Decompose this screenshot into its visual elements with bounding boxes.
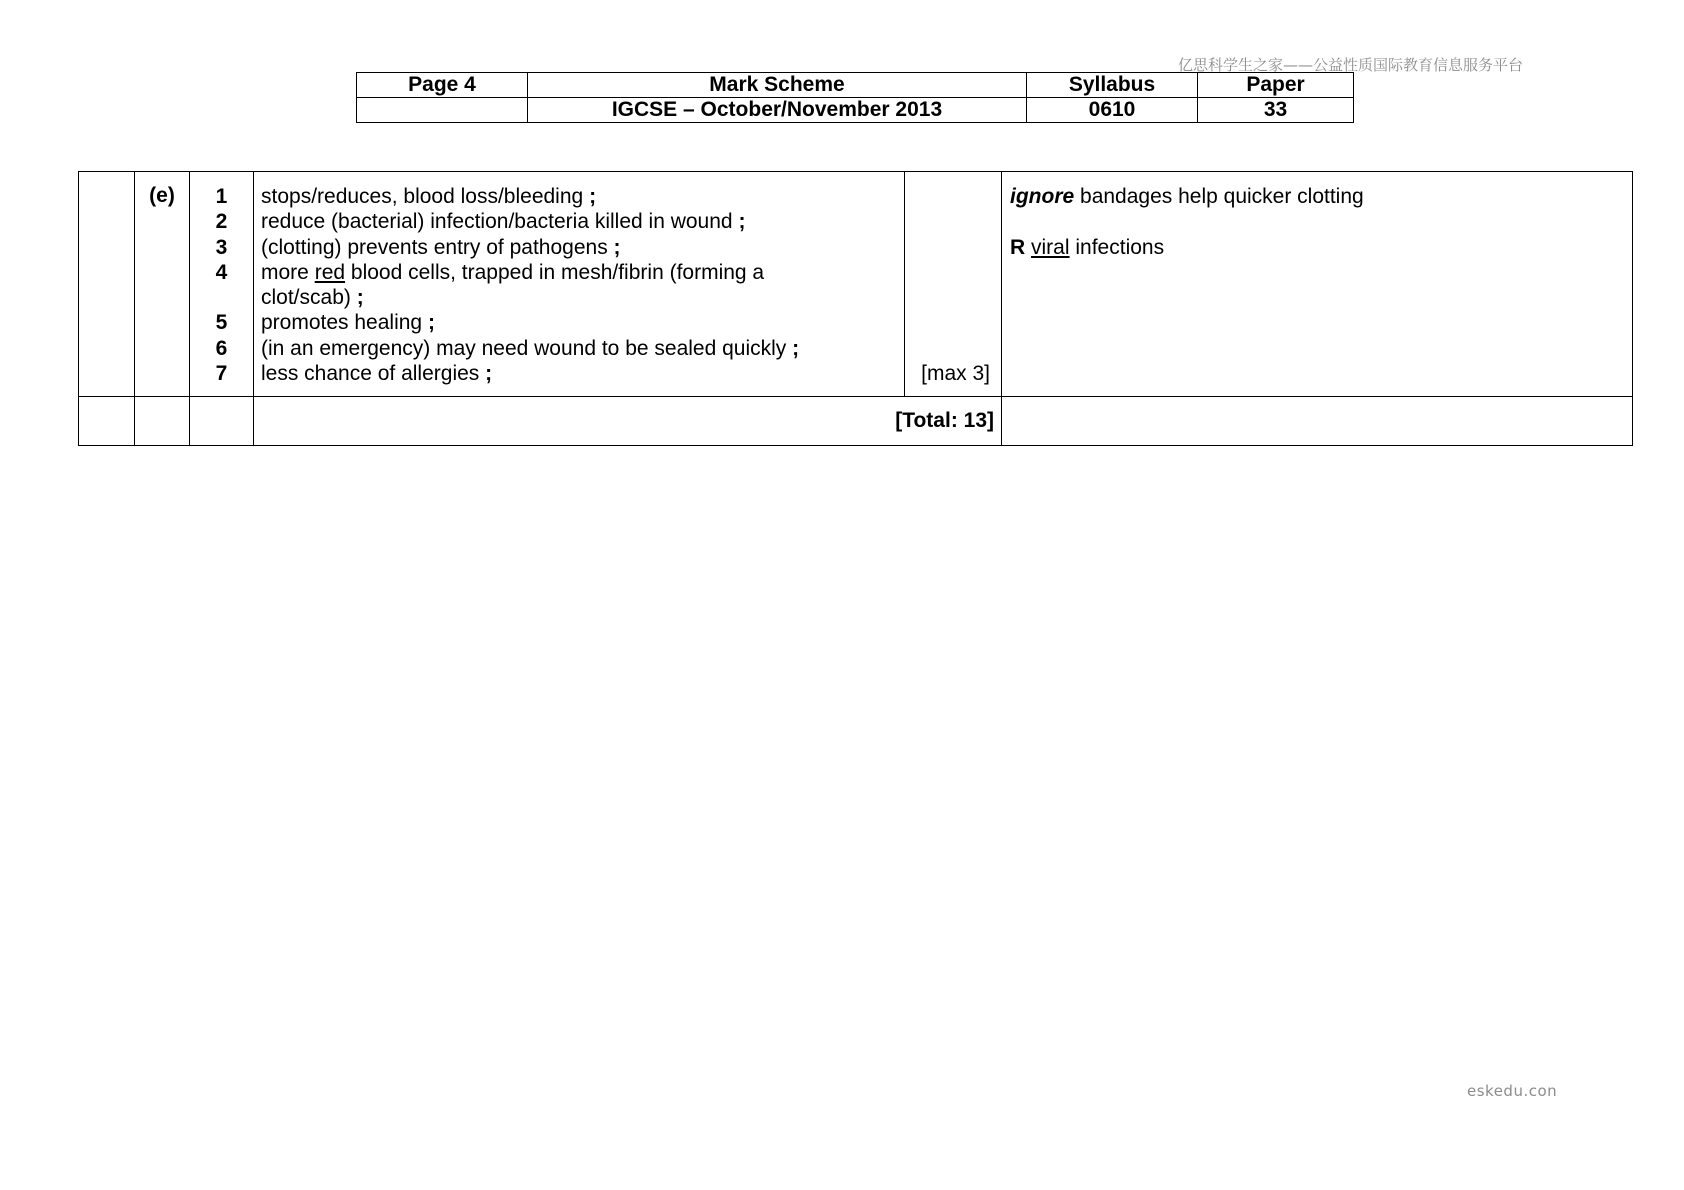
footer-watermark: eskedu.con: [1467, 1082, 1558, 1100]
answer-line: stops/reduces, blood loss/bleeding ;: [261, 185, 597, 208]
paper-value: 33: [1198, 98, 1354, 123]
answer-line: (in an emergency) may need wound to be sealed quickly ;: [261, 336, 800, 360]
watermark-text: 亿思科学生之家——公益性质国际教育信息服务平台: [1178, 56, 1524, 74]
point-number: 1: [215, 185, 228, 208]
header-table: [356, 72, 1354, 123]
syllabus-label: Syllabus: [1027, 73, 1198, 98]
point-number: 6: [215, 336, 228, 360]
total-marks: [Total: 13]: [254, 397, 1002, 446]
marks-cell: [905, 172, 1002, 397]
syllabus-value: 0610: [1027, 98, 1198, 123]
empty-cell: [190, 397, 254, 446]
empty-cell: [135, 397, 190, 446]
guidance-line: ignore bandages help quicker clotting: [1010, 185, 1364, 208]
paper-label: Paper: [1198, 73, 1354, 98]
answer-line: (clotting) prevents entry of pathogens ;: [261, 235, 621, 259]
answer-line: more red blood cells, trapped in mesh/fibrin (forming a: [261, 260, 765, 284]
part-label: (e): [135, 172, 190, 397]
answer-row: [79, 172, 1633, 397]
point-number: 7: [215, 362, 228, 386]
answer-line: reduce (bacterial) infection/bacteria killed in wound ;: [261, 210, 746, 234]
total-row: [79, 397, 1633, 446]
point-numbers-cell: [190, 172, 254, 397]
max-marks: [max 3]: [921, 362, 990, 386]
guidance-cell: [1002, 172, 1633, 397]
document-title: Mark Scheme: [528, 73, 1027, 98]
answer-line: clot/scab) ;: [261, 286, 364, 310]
answer-cell: [254, 172, 905, 397]
question-cell: [79, 172, 135, 397]
document-subtitle: IGCSE – October/November 2013: [528, 98, 1027, 123]
point-number: 5: [215, 311, 228, 335]
answer-line: promotes healing ;: [261, 311, 435, 335]
guidance-line: R viral infections: [1010, 235, 1165, 259]
empty-cell: [1002, 397, 1633, 446]
point-number: 2: [215, 210, 228, 234]
point-number: 3: [215, 235, 228, 259]
answer-line: less chance of allergies ;: [261, 362, 493, 386]
page-label: Page 4: [357, 73, 528, 98]
point-number: 4: [215, 260, 228, 284]
page-blank-cell: [357, 98, 528, 123]
empty-cell: [79, 397, 135, 446]
mark-scheme-table: [78, 171, 1633, 446]
